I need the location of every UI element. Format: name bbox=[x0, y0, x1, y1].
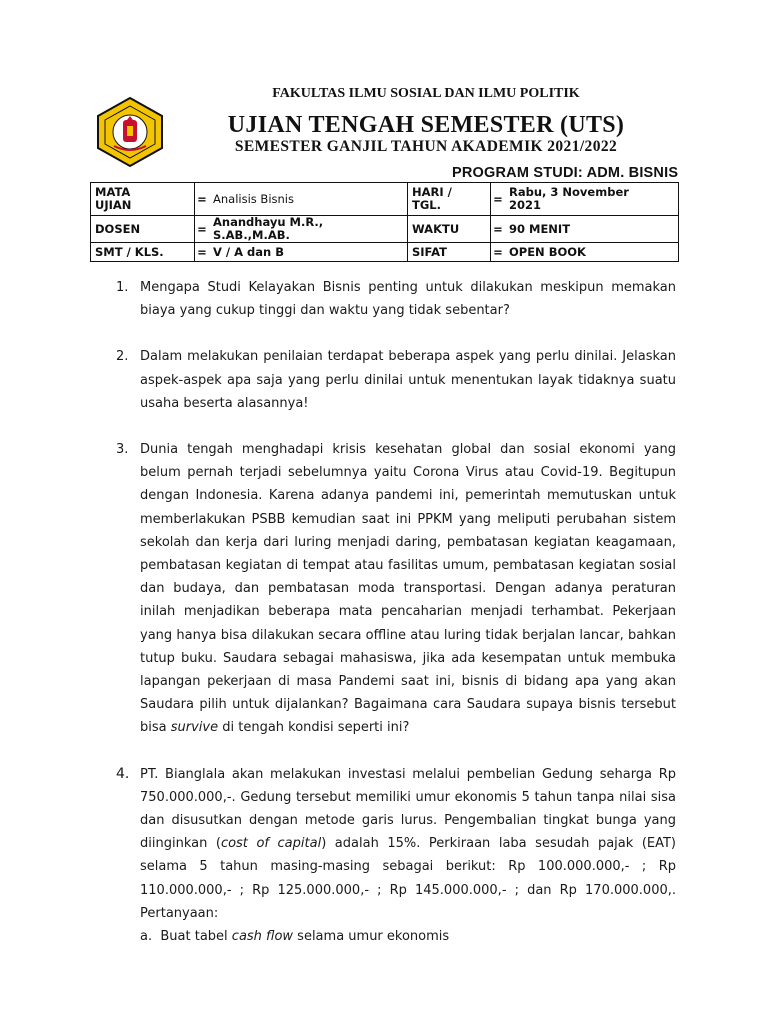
question-item bbox=[116, 345, 676, 415]
sub-question-a: a. Buat tabel cash flow selama umur ekonomis bbox=[140, 929, 450, 945]
exam-info-table bbox=[90, 182, 679, 262]
info-equals: = bbox=[195, 183, 210, 216]
question-text: Mengapa Studi Kelayakan Bisnis penting untuk dilakukan meskipun memakan biaya yang cukup tinggi dan waktu yang tidak sebentar? bbox=[140, 280, 676, 319]
info-label: DOSEN bbox=[91, 216, 195, 243]
info-equals: = bbox=[195, 216, 210, 243]
question-list bbox=[116, 276, 676, 971]
info-value-type: OPEN BOOK bbox=[505, 243, 679, 262]
question-item bbox=[116, 276, 676, 322]
exam-title: UJIAN TENGAH SEMESTER (UTS) bbox=[227, 112, 625, 138]
info-label: SMT / KLS. bbox=[91, 243, 195, 262]
question-item bbox=[116, 763, 676, 949]
info-value-duration: 90 MENIT bbox=[505, 216, 679, 243]
question-text: Dunia tengah menghadapi krisis kesehatan global dan sosial ekonomi yang belum pernah terjadi sebelumnya yaitu Corona Virus atau Covid-19. Begitupun dengan Indonesia. Karena adanya pandemi ini, pemerintah memutuskan untuk memberlakukan PSBB kemudian saat ini PPKM yang meliputi perubahan sistem sekolah dan kerja dari luring menjadi daring, pembatasan kegiatan keagamaan, pembatasan kegiatan di tempat atau fasilitas umum, pembatasan kegiatan sosial dan budaya, dan pembatasan moda transportasi. Dengan adanya peraturan inilah menjadikan beberapa mata pencaharian menjadi terhambat. Pekerjaan yang hanya bisa dilakukan secara offline atau luring tidak berjalan lancar, bahkan tutup buku. Saudara sebagai mahasiswa, jika ada kesempatan untuk membuka lapangan pekerjaan di masa Pandemi saat ini, bisnis di bidang apa yang akan Saudara pilih untuk dijalankan? Bagaimana cara Saudara supaya bisnis tersebut bisa survive di tengah kondisi seperti ini? bbox=[140, 442, 676, 736]
info-equals: = bbox=[195, 243, 210, 262]
info-equals: = bbox=[491, 183, 506, 216]
question-item bbox=[116, 438, 676, 740]
program-label: PROGRAM STUDI: ADM. BISNIS bbox=[452, 165, 679, 181]
question-text: Dalam melakukan penilaian terdapat beberapa aspek yang perlu dinilai. Jelaskan aspek-aspek apa saja yang perlu dinilai untuk menentukan layak tidaknya suatu usaha beserta alasannya! bbox=[140, 349, 676, 411]
question-text: PT. Bianglala akan melakukan investasi melalui pembelian Gedung seharga Rp 750.000.000,-. Gedung tersebut memiliki umur ekonomis 5 tahun tanpa nilai sisa dan disusutkan dengan metode garis lurus. Pengembalian tingkat bunga yang diinginkan (cost of capital) adalah 15%. Perkiraan laba sesudah pajak (EAT) selama 5 tahun masing-masing sebagai berikut: Rp 100.000.000,- ; Rp 110.000.000,- ; Rp 125.000.000,- ; Rp 145.000.000,- ; dan Rp 170.000.000,. Pertanyaan: bbox=[140, 766, 676, 921]
info-row bbox=[91, 216, 679, 243]
question-number: 2. bbox=[116, 349, 129, 365]
exam-subtitle: SEMESTER GANJIL TAHUN AKADEMIK 2021/2022 bbox=[234, 138, 618, 155]
info-value-date: Rabu, 3 November 2021 bbox=[505, 183, 679, 216]
info-row bbox=[91, 243, 679, 262]
info-value-lecturer: Anandhayu M.R., S.AB.,M.AB. bbox=[209, 216, 408, 243]
faculty-name: FAKULTAS ILMU SOSIAL DAN ILMU POLITIK bbox=[272, 86, 580, 101]
info-label: SIFAT bbox=[408, 243, 491, 262]
info-value-class: V / A dan B bbox=[209, 243, 408, 262]
question-number: 3. bbox=[116, 442, 129, 458]
info-equals: = bbox=[491, 216, 506, 243]
info-equals: = bbox=[491, 243, 506, 262]
question-number: 4. bbox=[116, 765, 130, 782]
info-row bbox=[91, 183, 679, 216]
info-label: WAKTU bbox=[408, 216, 491, 243]
question-number: 1. bbox=[116, 280, 129, 295]
info-label: MATA UJIAN bbox=[91, 183, 195, 216]
info-value-course: Analisis Bisnis bbox=[209, 183, 408, 216]
info-label: HARI / TGL. bbox=[408, 183, 491, 216]
